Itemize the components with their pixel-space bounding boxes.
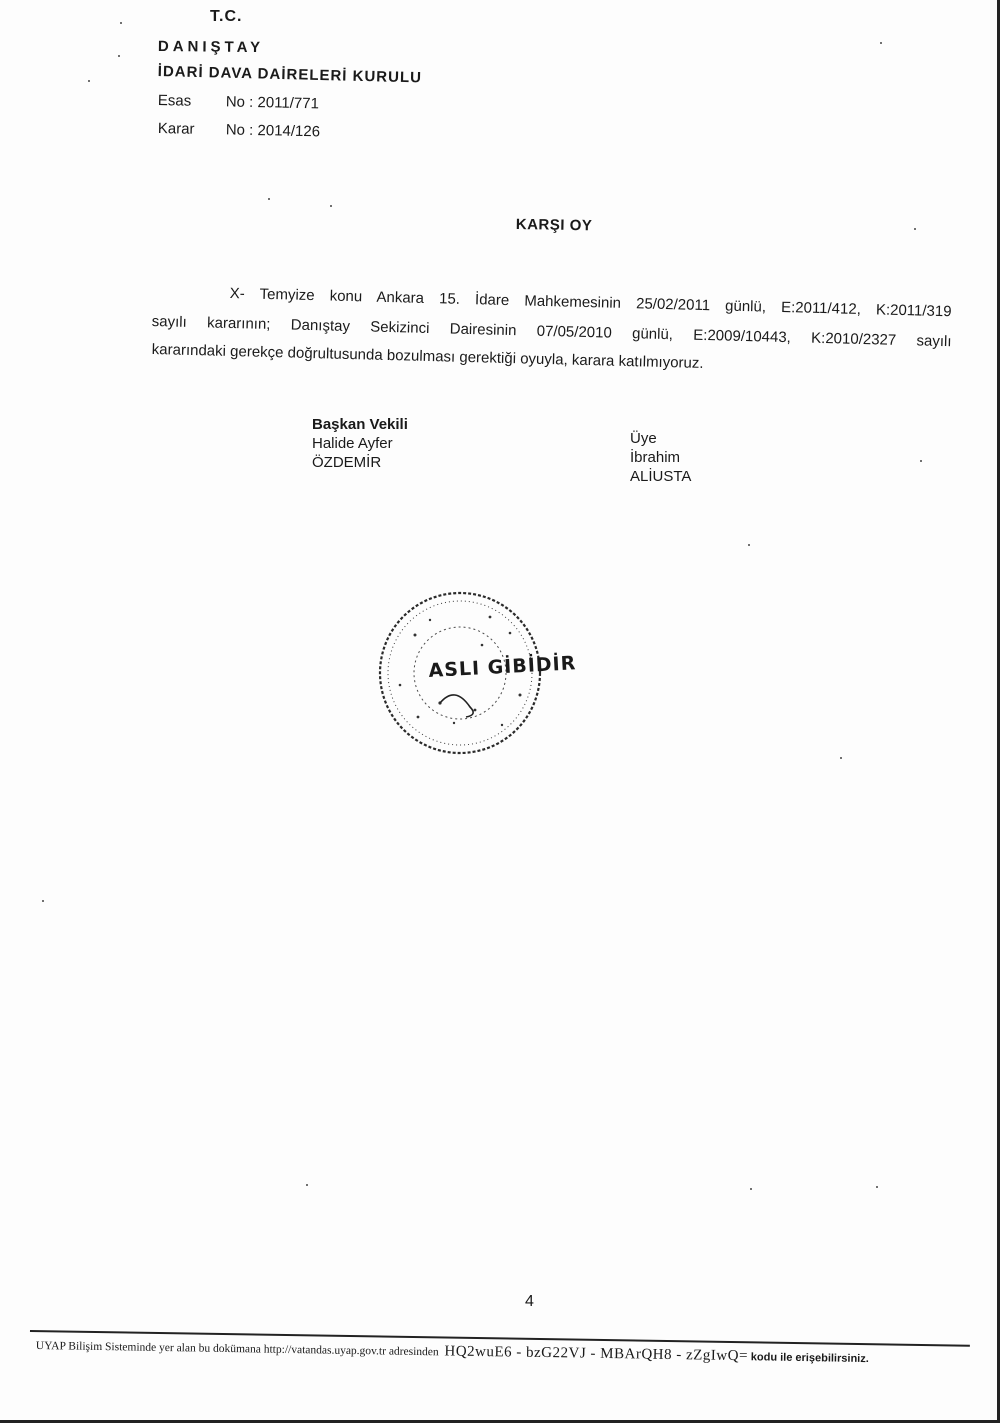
- scan-speck: [750, 1188, 752, 1190]
- karar-value: No : 2014/126: [225, 121, 321, 141]
- karar-label: Karar: [157, 120, 195, 138]
- footer-prefix: UYAP Bilişim Sisteminde yer alan bu dokümana http://vatandas.uyap.gov.tr adresinden: [35, 1339, 439, 1359]
- scan-speck: [920, 460, 922, 462]
- scan-speck: [748, 544, 750, 546]
- signature-block-member: [630, 430, 691, 486]
- signature-role: Başkan Vekili: [312, 416, 408, 433]
- scan-speck: [88, 80, 90, 82]
- esas-label: Esas: [157, 92, 192, 110]
- signature-first-name: İbrahim: [630, 448, 681, 466]
- scan-speck: [914, 228, 916, 230]
- header-court-name: DANIŞTAY: [157, 38, 265, 57]
- signature-first-name: Halide Ayfer: [312, 434, 393, 452]
- header-tc: T.C.: [210, 8, 243, 25]
- scan-speck: [118, 55, 120, 57]
- scan-speck: [42, 900, 44, 902]
- dissent-heading: KARŞI OY: [515, 216, 593, 235]
- esas-number: [158, 92, 319, 112]
- signature-last-name: ÖZDEMİR: [312, 453, 382, 471]
- scan-speck: [268, 198, 270, 200]
- scan-speck: [120, 22, 122, 24]
- signature-last-name: ALİUSTA: [630, 467, 692, 485]
- signature-role: Üye: [630, 430, 657, 447]
- page-number: 4: [525, 1293, 534, 1310]
- body-line-3: kararındaki gerekçe doğrultusunda bozulması gerektiği oyuyla, karara katılmıyoruz.: [151, 341, 704, 372]
- header-board-name: İDARİ DAVA DAİRELERİ KURULU: [157, 63, 423, 87]
- esas-value: No : 2011/771: [225, 93, 320, 113]
- body-line-1: X- Temyize konu Ankara 15. İdare Mahkemesinin 25/02/2011 günlü, E:2011/412, K:2011/319: [229, 285, 952, 321]
- scan-speck: [876, 1186, 878, 1188]
- karar-number: [158, 120, 321, 140]
- stamp-certified-copy-label: ASLI GİBİDİR: [428, 652, 577, 682]
- signature-block-chair: [312, 416, 408, 472]
- body-line-2: sayılı kararının; Danıştay Sekizinci Dairesinin 07/05/2010 günlü, E:2009/10443, K:2010/2327 sayılı: [151, 313, 952, 351]
- scan-speck: [306, 1184, 308, 1186]
- footer-suffix: kodu ile erişebilirsiniz.: [750, 1351, 869, 1366]
- scan-speck: [330, 205, 332, 207]
- scan-speck: [880, 42, 882, 44]
- footer-access-code: HQ2wuE6 - bzG22VJ - MBArQH8 - zZgIwQ=: [444, 1343, 749, 1365]
- scan-speck: [840, 757, 842, 759]
